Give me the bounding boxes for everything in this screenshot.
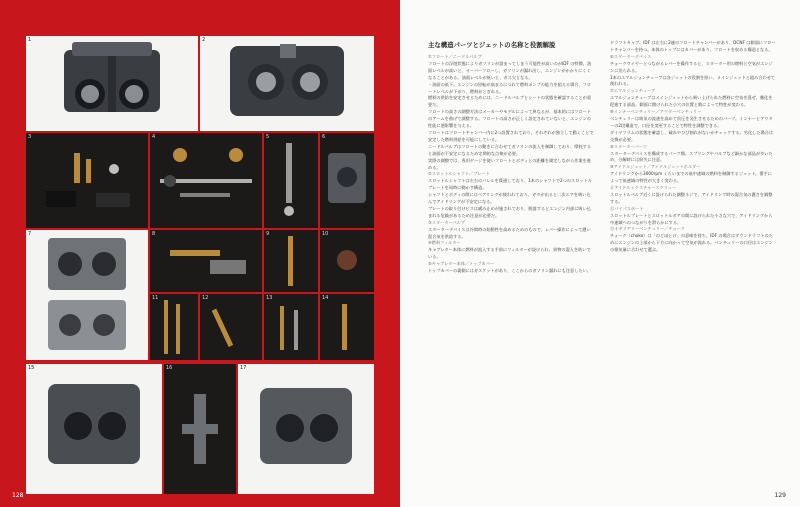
small-parts-image xyxy=(320,230,374,292)
photo-2 xyxy=(200,36,374,131)
photo-3 xyxy=(26,133,148,228)
paragraph: フロートはフロートチャンバー内に2つ設置されており、それぞれが独立して動くことで安定した燃料供給を可能にしている。 xyxy=(428,129,594,142)
photo-13 xyxy=(264,294,318,360)
photo-label: 4 xyxy=(152,134,156,140)
photo-6 xyxy=(320,133,374,228)
paragraph: ベンチュリーは吸気の流速を高めて負圧を発生させるためのパーツ。インナーとアウターの2段構造で、口径を変更することで特性を調整できる。 xyxy=(610,115,773,128)
paragraph: スロットルプレートとスロットルボアの間に設けられた小さな穴で、アイドリングから中速域へのつながりを滑らかにする。 xyxy=(610,212,773,225)
section-heading: ④燃料フィルター xyxy=(428,240,461,246)
paragraph: シャフトとボディの間にはベアリングが使われており、ガタが出ると二次エアを吸い込んでアイドリングが不安定になる。 xyxy=(428,192,591,205)
paragraph: スターターデバイスは冷間時の始動性を高めるためのもので、レバー操作によって濃い混合気を供給する。 xyxy=(428,226,591,239)
paragraph: スロットルシャフトは左右のバレルを貫通しており、1本のシャフトで2つのスロットルプレートを同時に動かす構造。 xyxy=(428,178,592,191)
photo-label: 5 xyxy=(266,134,270,140)
photo-label: 16 xyxy=(166,365,173,371)
photo-label: 10 xyxy=(322,231,329,237)
paragraph: 実際の調整では、専用ゲージを使いフロートとボディとの距離を測定しながら作業を進める。 xyxy=(428,157,591,170)
photo-label: 9 xyxy=(266,231,270,237)
right-page xyxy=(400,0,800,507)
paragraph: ドラフトキャブ。IDF は左右に2連のフロートチャンバーがあり、DCNF は側面にフロートチャンバーを持つ。本体のトップにはカバーがあり、フロートを収める構造となる。 xyxy=(610,40,776,52)
paragraph: ・油面の低下。エンジンの回転が高まるにつれて燃料ポンプの能力を超える場合、フロートレベルが下がり、燃料がとぎれる。 xyxy=(428,81,592,94)
paragraph: ダイヤフラムの状態を確認し、破れやひび割れがないかチェックする。劣化した場合は交換が必要。 xyxy=(610,129,774,142)
photo-label: 8 xyxy=(152,231,156,237)
photo-10 xyxy=(320,230,374,292)
paragraph: スターターデバイスを構成するパーツ類。スプリングやバルブなど細かな部品が多いため、分解時には紛失に注意。 xyxy=(610,150,773,163)
section-heading: ⑬オギリアリーベンチュリー／チョーク xyxy=(610,226,685,232)
photo-label: 17 xyxy=(240,365,247,371)
float-parts-image xyxy=(26,133,148,228)
page-number-right: 129 xyxy=(774,492,786,499)
paragraph: ニードルバルブはフロートの動きに合わせてガソリンの流入を制御しており、摩耗すると油面が不安定になるため定期的な点検が必要。 xyxy=(428,143,592,156)
paragraph: プレートの取り付けビスは緩み止めが施されており、脱落するとエンジン内部に吸い込まれる危険があるため注意が必要だ。 xyxy=(428,205,591,218)
carburetor-top-image xyxy=(200,36,374,131)
article-title: 主な構造パーツとジェットの名称と役割解説 xyxy=(428,41,556,49)
section-heading: ①フロート／ニードルバルブ xyxy=(428,54,482,59)
photo-9 xyxy=(264,230,318,292)
article-column-2 xyxy=(610,40,776,494)
section-heading: ⑪アイドルミクスチャースクリュー xyxy=(610,185,677,191)
article-column-1 xyxy=(428,54,594,494)
paragraph: 燃料の供給を安定させるためには、ニードルバルブとシートの状態を確認することが重要だ。 xyxy=(428,95,592,108)
photo-label: 2 xyxy=(202,37,206,43)
photo-15 xyxy=(26,364,162,494)
photo-14 xyxy=(320,294,374,360)
idle-jet-image xyxy=(264,294,318,360)
paragraph: チョークワイヤーとつながるレバーを操作すると、スターター用の燃料と空気がエンジンに送られる。 xyxy=(610,60,773,73)
photo-label: 15 xyxy=(28,365,35,371)
photo-label: 14 xyxy=(322,295,329,301)
section-heading: ⑩アイドルジェット／アイドルジェットホルダー xyxy=(610,164,701,170)
paragraph: スロットルバルブ近くに設けられた調整ネジで、アイドリング時の混合気の濃さを調整する。 xyxy=(610,191,773,204)
page-number-left: 128 xyxy=(12,492,24,499)
section-heading: ⑧インナーベンチュリー／アウターベンチュリー xyxy=(610,109,702,115)
section-heading: ⑥スターターデバイス xyxy=(610,53,652,59)
starter-device-image xyxy=(320,133,374,228)
photo-label: 1 xyxy=(28,37,32,43)
carburetor-side-image xyxy=(26,364,162,494)
paragraph: アイドリングから3000rpm くらいまでの低中速域の燃料を制御するジェット。番手によって低速域の特性が大きく変わる。 xyxy=(610,171,772,184)
carburetor-body-image xyxy=(26,230,148,360)
section-heading: ⑦エマルジョンチューブ xyxy=(610,88,656,94)
needle-valve-image xyxy=(200,294,262,360)
mixture-screw-image xyxy=(320,294,374,360)
linkage-parts-image xyxy=(150,230,262,292)
photo-label: 6 xyxy=(322,134,326,140)
section-heading: ③スターターバルブ xyxy=(428,219,466,225)
photo-label: 3 xyxy=(28,134,32,140)
section-heading: ⑫バイパスポート xyxy=(610,205,644,211)
photo-12 xyxy=(200,294,262,360)
jet-holder-image xyxy=(264,230,318,292)
photo-label: 11 xyxy=(152,295,159,301)
photo-1 xyxy=(26,36,198,131)
carburetor-front-image xyxy=(26,36,198,131)
carburetor-rear-image xyxy=(238,364,374,494)
paragraph: チョーク（choke）は「のどぼとけ」の意味を持ち、IDF の場合はダウンドラフトのためにエンジンの上部から下方に向かって空気が流れる。ベンチュリーの口径はエンジンの排気量に合わせて選ぶ。 xyxy=(610,233,773,253)
throttle-shaft-image xyxy=(150,133,262,228)
photo-8 xyxy=(150,230,262,292)
photo-11 xyxy=(150,294,198,360)
photo-16 xyxy=(164,364,236,494)
section-heading: ②スロットルシャフト／プレート xyxy=(428,171,490,177)
photo-4 xyxy=(150,133,262,228)
section-heading: ⑤キャブレター本体／トップカバー xyxy=(428,261,495,267)
paragraph: 1本のエマルジョンチューブは各ジェットの役割を担い、メインジェットと組み合わせて使われる。 xyxy=(610,74,776,87)
venturi-image xyxy=(164,364,236,494)
section-heading: ⑨スターターパーツ xyxy=(610,143,647,149)
photo-label: 13 xyxy=(266,295,273,301)
photo-17 xyxy=(238,364,374,494)
photo-5 xyxy=(264,133,318,228)
paragraph: フロートの浮遊状態によりガソリンが溜まってしまう可能性が高いのがIDF の特徴。油面レベルが高いと、オーバーフローし、ガソリンが漏れ出し、エンジンがかかりにくくなることがある。油面レベルが低いと、ガス欠となる。 xyxy=(428,60,592,80)
photo-7 xyxy=(26,230,148,360)
emulsion-tube-image xyxy=(150,294,198,360)
paragraph: トップカバーの裏側にはガスケットがあり、ここからのガソリン漏れにも注意したい。 xyxy=(428,268,591,274)
photo-label: 12 xyxy=(202,295,209,301)
fuel-filter-image xyxy=(264,133,318,228)
paragraph: キャブレター本体に燃料が流入する手前にフィルターが設けられ、異物の混入を防いでいる。 xyxy=(428,247,591,260)
paragraph: フロートの高さの調整方法はメーカーやモデルによって異なるが、基本的にはフロートのアームを曲げて調整する。フロートの高さが正しく設定されていないと、エンジンの性能に悪影響を与える。 xyxy=(428,109,592,129)
paragraph: エマルジョンチューブはメインジェットから吸い上げられた燃料に空気を混ぜ、霧化を促進する部品。側面に開けられた小穴の位置と数によって特性が変わる。 xyxy=(610,95,773,108)
photo-label: 7 xyxy=(28,231,32,237)
